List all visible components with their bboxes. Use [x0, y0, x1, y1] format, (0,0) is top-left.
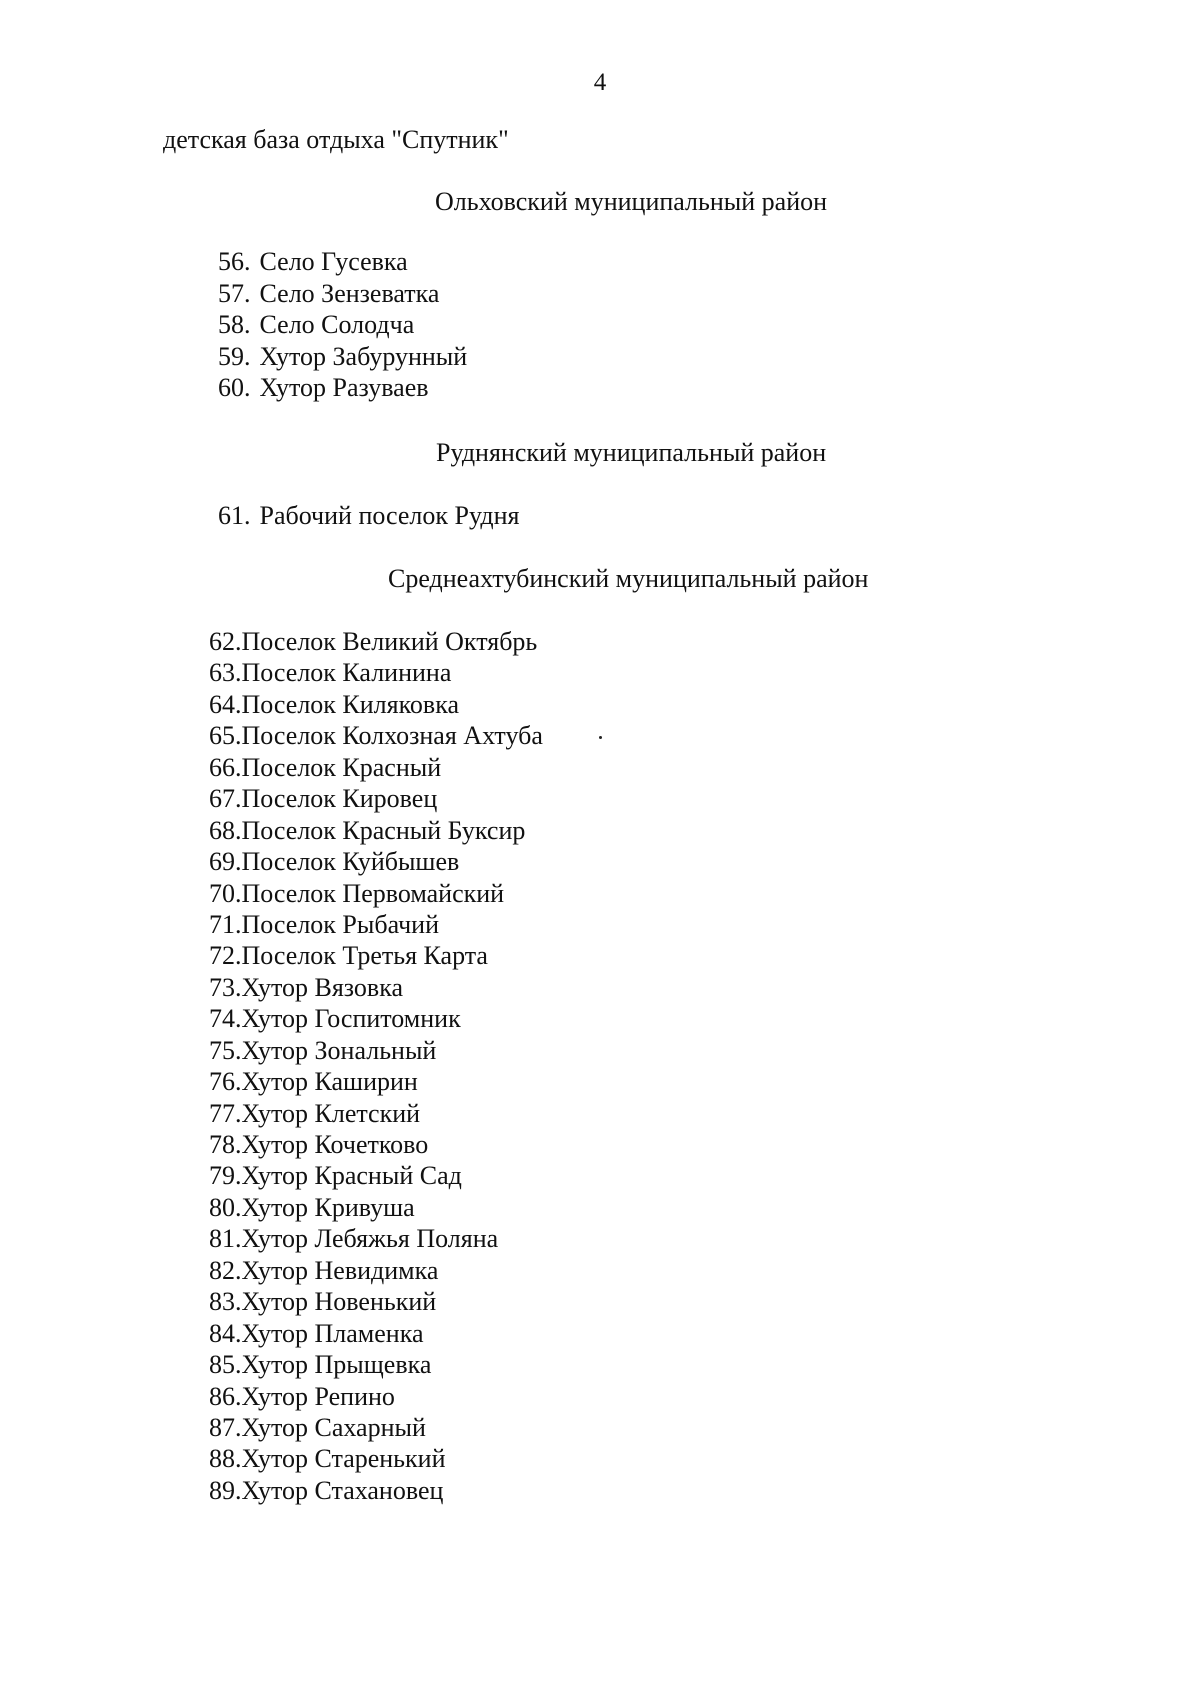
list-item: [209, 1286, 543, 1317]
item-number: 63.: [209, 658, 242, 688]
item-name: Село Солодча: [259, 310, 415, 339]
item-number: 82.: [209, 1255, 242, 1285]
item-name: Хутор Стахановец: [241, 1475, 444, 1505]
item-number: 70.: [209, 878, 242, 908]
list-item: [209, 657, 543, 688]
list-item: [209, 1318, 543, 1349]
list-item: [209, 940, 543, 971]
item-number: 58.: [218, 310, 251, 339]
item-number: 76.: [209, 1067, 242, 1097]
item-number: 62.: [209, 627, 242, 656]
list-item: [209, 752, 543, 783]
list-item: [209, 1066, 543, 1097]
list-item: [209, 1412, 543, 1443]
list-item: [209, 1129, 543, 1160]
item-number: 57.: [218, 278, 251, 308]
scan-dot-mark: [599, 736, 602, 739]
item-number: 64.: [209, 689, 242, 719]
list-item: [218, 278, 467, 310]
district-heading-olkhovsky: Ольховский муниципальный район: [435, 187, 828, 216]
list-item: [209, 1255, 543, 1286]
list-item: [209, 689, 543, 720]
item-number: 73.: [209, 972, 242, 1002]
item-name: Хутор Клетский: [241, 1098, 421, 1128]
item-number: 89.: [209, 1475, 242, 1505]
list-item: [209, 1035, 543, 1066]
list-item: [209, 1381, 543, 1412]
list-item: [209, 1192, 543, 1223]
list-item: [218, 341, 467, 373]
list-item: [218, 246, 467, 278]
item-number: 83.: [209, 1287, 242, 1317]
item-name: Хутор Разуваев: [259, 373, 429, 402]
item-name: Поселок Киляковка: [241, 689, 459, 719]
item-number: 88.: [209, 1444, 242, 1474]
item-name: Поселок Третья Карта: [241, 941, 488, 971]
list-item: [209, 815, 543, 846]
settlement-list-sredneakhtubinsky: [209, 626, 543, 1506]
item-name: Хутор Госпитомник: [241, 1004, 461, 1034]
item-number: 56.: [218, 247, 251, 276]
item-name: Хутор Кочетково: [241, 1130, 429, 1159]
settlement-list-olkhovsky: [218, 246, 467, 404]
list-item: [209, 626, 543, 657]
item-name: Поселок Рыбачий: [241, 909, 439, 939]
item-name: Поселок Куйбышев: [241, 847, 460, 877]
item-name: Поселок Кировец: [241, 784, 438, 814]
item-name: Поселок Колхозная Ахтуба: [241, 721, 543, 751]
list-item: [209, 1223, 543, 1254]
item-number: 86.: [209, 1381, 242, 1411]
item-number: 79.: [209, 1161, 242, 1191]
list-item: [218, 500, 519, 532]
item-number: 78.: [209, 1130, 242, 1159]
item-name: Хутор Забурунный: [259, 341, 468, 371]
item-number: 80.: [209, 1192, 242, 1222]
item-name: Хутор Красный Сад: [241, 1161, 462, 1191]
item-number: 84.: [209, 1318, 242, 1348]
item-number: 66.: [209, 752, 242, 782]
continuation-line: детская база отдыха "Спутник": [163, 125, 509, 154]
item-number: 77.: [209, 1098, 242, 1128]
item-number: 60.: [218, 373, 251, 402]
item-number: 87.: [209, 1412, 242, 1442]
item-name: Село Зензеватка: [259, 278, 440, 308]
item-number: 69.: [209, 847, 242, 877]
list-item: [209, 972, 543, 1003]
list-item: [209, 1003, 543, 1034]
item-number: 85.: [209, 1350, 242, 1380]
list-item: [218, 372, 467, 404]
item-name: Хутор Сахарный: [241, 1412, 426, 1442]
list-item: [209, 846, 543, 877]
item-name: Село Гусевка: [259, 247, 408, 276]
item-name: Поселок Великий Октябрь: [241, 627, 538, 656]
list-item: [209, 720, 543, 751]
list-item: [209, 1349, 543, 1380]
item-name: Хутор Прыщевка: [241, 1350, 432, 1380]
item-name: Хутор Зональный: [241, 1035, 437, 1065]
item-number: 67.: [209, 784, 242, 814]
item-number: 61.: [218, 501, 251, 530]
item-name: Хутор Новенький: [241, 1287, 437, 1317]
list-item: [209, 1160, 543, 1191]
item-number: 65.: [209, 721, 242, 751]
item-number: 68.: [209, 815, 242, 845]
item-name: Хутор Каширин: [241, 1067, 418, 1097]
district-heading-rudnyansky: Руднянский муниципальный район: [436, 438, 827, 467]
list-item: [209, 909, 543, 940]
item-name: Поселок Первомайский: [241, 878, 505, 908]
list-item: [218, 309, 467, 341]
item-name: Рабочий поселок Рудня: [259, 501, 520, 530]
list-item: [209, 878, 543, 909]
page-number: 4: [593, 69, 607, 96]
item-name: Хутор Лебяжья Поляна: [241, 1224, 499, 1254]
list-item: [209, 1443, 543, 1474]
item-name: Хутор Кривуша: [241, 1192, 415, 1222]
item-name: Хутор Старенький: [241, 1444, 446, 1474]
item-number: 75.: [209, 1035, 242, 1065]
item-name: Поселок Калинина: [241, 658, 452, 688]
item-number: 71.: [209, 909, 242, 939]
settlement-list-rudnyansky: [218, 500, 519, 532]
item-number: 59.: [218, 341, 251, 371]
item-name: Хутор Невидимка: [241, 1255, 439, 1285]
list-item: [209, 1098, 543, 1129]
item-number: 74.: [209, 1004, 242, 1034]
item-number: 72.: [209, 941, 242, 971]
list-item: [209, 1475, 543, 1506]
district-heading-sredneakhtubinsky: Среднеахтубинский муниципальный район: [388, 564, 869, 593]
item-number: 81.: [209, 1224, 242, 1254]
list-item: [209, 783, 543, 814]
item-name: Поселок Красный: [241, 752, 442, 782]
item-name: Хутор Вязовка: [241, 972, 403, 1002]
item-name: Хутор Пламенка: [241, 1318, 424, 1348]
item-name: Поселок Красный Буксир: [241, 815, 526, 845]
item-name: Хутор Репино: [241, 1381, 395, 1411]
